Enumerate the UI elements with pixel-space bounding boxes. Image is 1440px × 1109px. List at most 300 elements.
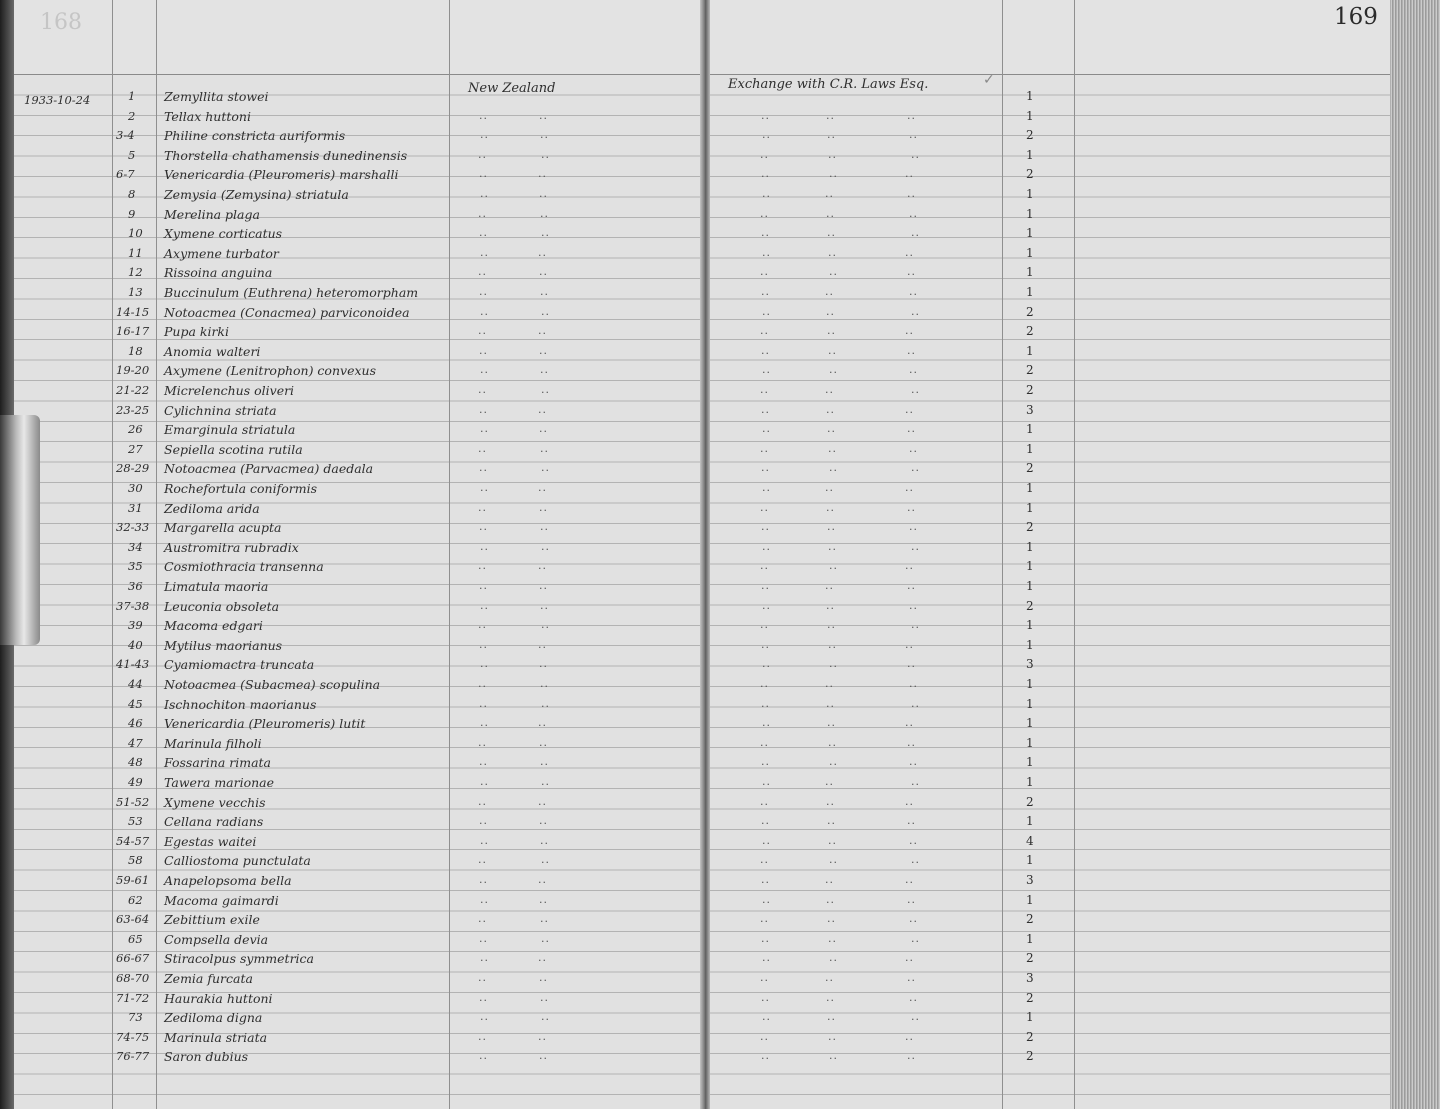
register-number: 13: [128, 285, 143, 299]
ditto-locality-1: ..: [479, 696, 488, 710]
specimen-count: 2: [1026, 598, 1034, 613]
ditto-source-2: ..: [827, 1010, 836, 1024]
ditto-locality-2: ..: [539, 657, 548, 671]
specimen-count: 1: [1026, 187, 1034, 201]
ditto-source-2: ..: [826, 108, 835, 122]
ditto-source-1: ..: [762, 892, 771, 906]
ditto-locality-2: ..: [539, 735, 548, 749]
species-name: Zemia furcata: [164, 971, 253, 986]
register-number: 47: [128, 735, 143, 750]
ditto-locality-1: ..: [478, 265, 487, 279]
specimen-count: 2: [1026, 324, 1034, 339]
ditto-source-2: ..: [827, 716, 836, 730]
specimen-count: 3: [1026, 657, 1034, 672]
ditto-source-1: ..: [762, 1010, 771, 1024]
specimen-count: 4: [1026, 833, 1034, 848]
ditto-locality-1: ..: [478, 677, 487, 690]
species-name: Axymene turbator: [164, 245, 279, 261]
ditto-source-1: ..: [761, 226, 770, 240]
ditto-source-2: ..: [829, 1049, 838, 1063]
ditto-locality-1: ..: [478, 500, 487, 514]
ditto-locality-1: ..: [479, 226, 488, 240]
ditto-locality-1: ..: [479, 637, 488, 651]
left-page: [14, 0, 704, 1109]
column-rule: [112, 0, 113, 1109]
ditto-source-2: ..: [829, 951, 838, 965]
ditto-source-3: ..: [911, 931, 920, 945]
ditto-locality-1: ..: [478, 912, 487, 926]
ditto-source-1: ..: [760, 912, 769, 926]
species-name: Sepiella scotina rutila: [164, 441, 303, 457]
ditto-locality-1: ..: [478, 794, 487, 808]
specimen-count: 1: [1026, 735, 1034, 750]
ditto-locality-1: ..: [480, 481, 489, 494]
ditto-locality-2: ..: [540, 520, 549, 534]
register-number: 8: [128, 187, 136, 201]
specimen-count: 1: [1026, 559, 1034, 574]
ditto-source-2: ..: [825, 677, 834, 690]
ditto-locality-2: ..: [541, 304, 550, 318]
specimen-count: 2: [1026, 912, 1034, 927]
register-number: 18: [128, 343, 143, 358]
ditto-source-2: ..: [828, 735, 837, 749]
register-number: 37-38: [116, 598, 150, 613]
ditto-source-3: ..: [905, 794, 914, 808]
register-number: 16-17: [116, 324, 150, 339]
ditto-source-3: ..: [909, 755, 918, 769]
specimen-count: 2: [1026, 128, 1034, 143]
ditto-locality-2: ..: [539, 108, 548, 122]
ditto-locality-2: ..: [538, 1029, 547, 1043]
register-number: 58: [128, 853, 143, 868]
ditto-source-2: ..: [827, 814, 836, 828]
register-number: 54-57: [116, 833, 150, 848]
ditto-locality-1: ..: [479, 755, 488, 769]
species-name: Thorstella chathamensis dunedinensis: [164, 147, 408, 163]
specimen-count: 2: [1026, 167, 1034, 182]
ditto-locality-1: ..: [478, 618, 487, 632]
column-rule: [1074, 0, 1075, 1109]
ditto-source-2: ..: [828, 1029, 837, 1043]
register-number: 26: [128, 422, 143, 437]
ditto-locality-2: ..: [541, 853, 550, 867]
ditto-source-2: ..: [825, 285, 834, 298]
specimen-count: 3: [1026, 971, 1034, 985]
ditto-locality-2: ..: [541, 226, 550, 240]
ditto-locality-2: ..: [539, 265, 548, 279]
ditto-locality-2: ..: [540, 598, 549, 612]
register-number: 3-4: [116, 128, 135, 143]
species-name: Anapelopsoma bella: [164, 873, 292, 888]
ditto-locality-1: ..: [479, 343, 488, 357]
ditto-locality-2: ..: [539, 187, 548, 200]
species-name: Saron dubius: [164, 1049, 249, 1065]
ditto-locality-2: ..: [541, 539, 550, 553]
ditto-source-1: ..: [761, 814, 770, 828]
ditto-source-2: ..: [827, 226, 836, 240]
ditto-source-1: ..: [761, 167, 770, 181]
ditto-locality-1: ..: [480, 716, 489, 730]
ditto-locality-1: ..: [480, 363, 489, 377]
register-number: 45: [128, 696, 143, 711]
ditto-source-3: ..: [911, 383, 920, 396]
ditto-locality-1: ..: [478, 559, 487, 573]
ditto-source-2: ..: [828, 931, 837, 945]
ditto-locality-1: ..: [480, 1010, 489, 1024]
ditto-source-3: ..: [907, 892, 916, 906]
ditto-source-1: ..: [762, 128, 771, 142]
specimen-count: 1: [1026, 775, 1034, 789]
ditto-source-1: ..: [760, 559, 769, 573]
ditto-source-3: ..: [911, 539, 920, 553]
ditto-locality-2: ..: [538, 716, 547, 730]
source-heading: Exchange with C.R. Laws Esq.: [728, 77, 929, 92]
register-number: 36: [128, 579, 143, 593]
ditto-source-2: ..: [828, 343, 837, 357]
ditto-locality-1: ..: [479, 108, 488, 122]
species-name: Zediloma arida: [164, 500, 260, 516]
ditto-locality-1: ..: [480, 598, 489, 612]
specimen-count: 2: [1026, 951, 1034, 966]
ditto-source-3: ..: [911, 304, 920, 318]
specimen-count: 1: [1026, 265, 1034, 280]
column-rule: [449, 0, 450, 1109]
ditto-source-2: ..: [827, 324, 836, 338]
ditto-source-1: ..: [760, 853, 769, 867]
ditto-source-3: ..: [907, 1049, 916, 1063]
specimen-count: 1: [1026, 892, 1034, 907]
page-edges: [1390, 0, 1440, 1109]
ditto-source-2: ..: [827, 422, 836, 436]
ditto-locality-2: ..: [541, 618, 550, 632]
register-number: 19-20: [116, 363, 150, 378]
ditto-source-1: ..: [762, 187, 771, 200]
species-name: Ischnochiton maorianus: [164, 696, 317, 712]
register-number: 59-61: [116, 873, 150, 887]
specimen-count: 1: [1026, 1010, 1034, 1025]
specimen-count: 1: [1026, 226, 1034, 241]
ditto-source-2: ..: [826, 304, 835, 318]
register-number: 44: [128, 677, 143, 691]
specimen-count: 1: [1026, 422, 1034, 437]
species-name: Zemyllita stowei: [164, 89, 269, 104]
species-name: Notoacmea (Conacmea) parviconoidea: [164, 304, 410, 320]
species-name: Stiracolpus symmetrica: [164, 951, 315, 967]
register-number: 10: [128, 226, 143, 241]
ditto-locality-1: ..: [480, 245, 489, 259]
register-number: 40: [128, 637, 143, 652]
specimen-count: 2: [1026, 461, 1034, 476]
species-name: Compsella devia: [164, 931, 269, 947]
ditto-locality-1: ..: [479, 990, 488, 1004]
ditto-locality-2: ..: [541, 931, 550, 945]
specimen-count: 1: [1026, 539, 1034, 554]
ditto-locality-2: ..: [540, 755, 549, 769]
right-page: [706, 0, 1412, 1109]
ditto-locality-2: ..: [540, 833, 549, 847]
species-name: Rochefortula coniformis: [164, 481, 317, 496]
species-name: Rissoina anguina: [164, 265, 273, 281]
ditto-source-2: ..: [827, 912, 836, 926]
ditto-source-3: ..: [911, 696, 920, 710]
ditto-source-1: ..: [761, 285, 770, 298]
register-number: 5: [128, 147, 136, 162]
species-name: Pupa kirki: [164, 324, 230, 340]
ditto-source-2: ..: [828, 539, 837, 553]
column-rule: [156, 0, 157, 1109]
ditto-source-2: ..: [825, 971, 834, 984]
ditto-locality-2: ..: [540, 128, 549, 142]
ditto-source-2: ..: [829, 167, 838, 181]
species-name: Merelina plaga: [164, 206, 260, 222]
ditto-locality-2: ..: [538, 559, 547, 573]
ditto-source-3: ..: [907, 343, 916, 357]
ditto-source-1: ..: [762, 775, 771, 788]
ditto-locality-1: ..: [480, 304, 489, 318]
specimen-count: 1: [1026, 245, 1034, 260]
species-name: Cyamiomactra truncata: [164, 657, 315, 673]
ditto-locality-2: ..: [541, 383, 550, 396]
register-number: 48: [128, 755, 143, 770]
ditto-source-2: ..: [826, 696, 835, 710]
register-number: 6-7: [116, 167, 135, 182]
species-name: Venericardia (Pleuromeris) marshalli: [164, 167, 399, 183]
register-number: 65: [128, 931, 143, 946]
ditto-locality-2: ..: [540, 285, 549, 298]
ditto-source-1: ..: [760, 500, 769, 514]
ditto-source-1: ..: [760, 618, 769, 632]
species-name: Notoacmea (Subacmea) scopulina: [164, 677, 381, 692]
specimen-count: 1: [1026, 755, 1034, 770]
ditto-source-3: ..: [907, 422, 916, 436]
ditto-source-3: ..: [905, 167, 914, 181]
ditto-source-2: ..: [829, 265, 838, 279]
ditto-source-3: ..: [905, 1029, 914, 1043]
specimen-count: 2: [1026, 363, 1034, 378]
ditto-source-2: ..: [828, 245, 837, 259]
ditto-locality-2: ..: [539, 814, 548, 828]
ditto-source-1: ..: [761, 873, 770, 886]
ditto-locality-1: ..: [478, 853, 487, 867]
specimen-count: 1: [1026, 814, 1034, 829]
species-name: Venericardia (Pleuromeris) lutit: [164, 716, 366, 732]
ditto-source-3: ..: [905, 637, 914, 651]
ditto-source-3: ..: [909, 441, 918, 455]
ditto-source-3: ..: [911, 853, 920, 867]
entry-date: 1933-10-24: [24, 93, 91, 107]
ditto-source-3: ..: [905, 324, 914, 338]
ditto-locality-1: ..: [479, 873, 488, 886]
ditto-source-1: ..: [761, 755, 770, 769]
specimen-count: 1: [1026, 147, 1034, 162]
ditto-locality-2: ..: [539, 422, 548, 436]
ditto-locality-1: ..: [479, 285, 488, 298]
ditto-locality-2: ..: [538, 951, 547, 965]
ditto-locality-2: ..: [540, 206, 549, 220]
ditto-source-1: ..: [761, 931, 770, 945]
specimen-count: 2: [1026, 383, 1034, 397]
register-number: 14-15: [116, 304, 150, 319]
ditto-locality-2: ..: [540, 912, 549, 926]
ditto-source-3: ..: [905, 873, 914, 886]
species-name: Cosmiothracia transenna: [164, 559, 324, 575]
ditto-locality-2: ..: [538, 481, 547, 494]
ditto-source-3: ..: [911, 461, 920, 475]
ditto-source-3: ..: [909, 206, 918, 220]
specimen-count: 2: [1026, 794, 1034, 809]
ditto-locality-1: ..: [480, 657, 489, 671]
ditto-source-1: ..: [761, 637, 770, 651]
ditto-locality-2: ..: [539, 343, 548, 357]
ditto-locality-1: ..: [478, 441, 487, 455]
register-number: 28-29: [116, 461, 150, 476]
ditto-locality-1: ..: [478, 206, 487, 220]
ditto-source-1: ..: [760, 383, 769, 396]
specimen-count: 1: [1026, 677, 1034, 691]
ditto-source-1: ..: [762, 539, 771, 553]
ditto-source-1: ..: [761, 108, 770, 122]
register-number: 66-67: [116, 951, 150, 966]
ditto-source-2: ..: [829, 853, 838, 867]
ditto-source-1: ..: [760, 265, 769, 279]
ditto-locality-1: ..: [479, 402, 488, 416]
ditto-locality-2: ..: [538, 637, 547, 651]
register-number: 73: [128, 1010, 143, 1025]
specimen-count: 1: [1026, 579, 1034, 593]
ditto-source-3: ..: [907, 265, 916, 279]
ditto-locality-2: ..: [538, 245, 547, 259]
ditto-locality-1: ..: [479, 931, 488, 945]
ditto-source-3: ..: [909, 912, 918, 926]
ditto-locality-2: ..: [541, 775, 550, 788]
ditto-source-1: ..: [760, 324, 769, 338]
register-number: 34: [128, 539, 143, 554]
register-number: 12: [128, 265, 143, 280]
ditto-locality-2: ..: [538, 402, 547, 416]
specimen-count: 1: [1026, 931, 1034, 946]
ditto-locality-1: ..: [480, 833, 489, 847]
ditto-source-2: ..: [829, 755, 838, 769]
ditto-source-1: ..: [762, 951, 771, 965]
ditto-source-2: ..: [825, 775, 834, 788]
register-number: 46: [128, 716, 143, 731]
check-mark: ✓: [983, 72, 995, 88]
ditto-source-3: ..: [909, 520, 918, 534]
ditto-source-3: ..: [909, 990, 918, 1004]
ditto-locality-1: ..: [480, 187, 489, 200]
species-name: Zemysia (Zemysina) striatula: [164, 187, 349, 202]
ditto-locality-2: ..: [540, 677, 549, 690]
ditto-source-2: ..: [829, 363, 838, 377]
species-name: Tellax huttoni: [164, 108, 251, 124]
ditto-source-3: ..: [909, 128, 918, 142]
register-number: 2: [128, 108, 136, 123]
species-name: Haurakia huttoni: [164, 990, 273, 1006]
ditto-locality-1: ..: [480, 892, 489, 906]
specimen-count: 1: [1026, 481, 1034, 495]
ditto-source-1: ..: [762, 363, 771, 377]
ditto-locality-2: ..: [539, 971, 548, 984]
ditto-source-1: ..: [761, 990, 770, 1004]
ditto-locality-1: ..: [478, 383, 487, 396]
ditto-locality-2: ..: [540, 363, 549, 377]
ditto-source-3: ..: [909, 285, 918, 298]
specimen-count: 3: [1026, 873, 1034, 887]
ditto-source-2: ..: [825, 187, 834, 200]
ditto-source-3: ..: [911, 226, 920, 240]
ditto-locality-1: ..: [480, 775, 489, 788]
species-name: Marinula filholi: [164, 735, 262, 751]
species-name: Cylichnina striata: [164, 402, 277, 418]
ditto-locality-1: ..: [479, 814, 488, 828]
ditto-source-3: ..: [907, 657, 916, 671]
ditto-source-2: ..: [825, 481, 834, 494]
ditto-locality-2: ..: [538, 324, 547, 338]
ditto-source-3: ..: [911, 147, 920, 161]
specimen-count: 2: [1026, 520, 1034, 535]
ditto-source-3: ..: [905, 716, 914, 730]
register-number: 32-33: [116, 520, 150, 535]
ditto-source-2: ..: [829, 461, 838, 475]
species-name: Leuconia obsoleta: [164, 598, 280, 614]
ditto-source-1: ..: [762, 716, 771, 730]
register-number: 9: [128, 206, 136, 221]
ditto-source-2: ..: [825, 383, 834, 396]
ditto-locality-1: ..: [478, 1029, 487, 1043]
book-spine: [700, 0, 710, 1109]
ditto-locality-1: ..: [479, 167, 488, 181]
ditto-source-1: ..: [761, 402, 770, 416]
ditto-source-2: ..: [826, 794, 835, 808]
species-name: Philine constricta auriformis: [164, 128, 346, 144]
register-number: 63-64: [116, 912, 150, 927]
ditto-source-2: ..: [829, 559, 838, 573]
species-name: Cellana radians: [164, 814, 264, 830]
column-rule: [1002, 0, 1003, 1109]
ditto-locality-2: ..: [539, 1049, 548, 1063]
species-name: Anomia walteri: [164, 343, 261, 359]
ditto-locality-2: ..: [539, 892, 548, 906]
species-name: Tawera marionae: [164, 775, 275, 790]
ditto-source-3: ..: [905, 951, 914, 965]
species-name: Axymene (Lenitrophon) convexus: [164, 363, 376, 379]
specimen-count: 1: [1026, 285, 1034, 299]
ditto-locality-1: ..: [480, 422, 489, 436]
binder-clip: [0, 415, 40, 645]
ditto-source-3: ..: [907, 500, 916, 514]
ditto-source-3: ..: [907, 735, 916, 749]
ditto-source-2: ..: [827, 128, 836, 142]
ditto-locality-2: ..: [540, 441, 549, 455]
ditto-source-1: ..: [760, 206, 769, 220]
specimen-count: 1: [1026, 206, 1034, 221]
ditto-source-3: ..: [905, 402, 914, 416]
species-name: Limatula maoria: [164, 579, 269, 594]
register-number: 27: [128, 441, 143, 456]
specimen-count: 1: [1026, 441, 1034, 456]
specimen-count: 2: [1026, 990, 1034, 1005]
ditto-source-2: ..: [826, 892, 835, 906]
register-number: 30: [128, 481, 143, 495]
ditto-locality-1: ..: [479, 1049, 488, 1063]
ditto-locality-2: ..: [538, 794, 547, 808]
ditto-source-3: ..: [909, 677, 918, 690]
ditto-source-2: ..: [825, 579, 834, 592]
ditto-source-3: ..: [911, 1010, 920, 1024]
register-number: 31: [128, 500, 143, 515]
specimen-count: 1: [1026, 500, 1034, 515]
species-name: Xymene corticatus: [164, 226, 283, 242]
